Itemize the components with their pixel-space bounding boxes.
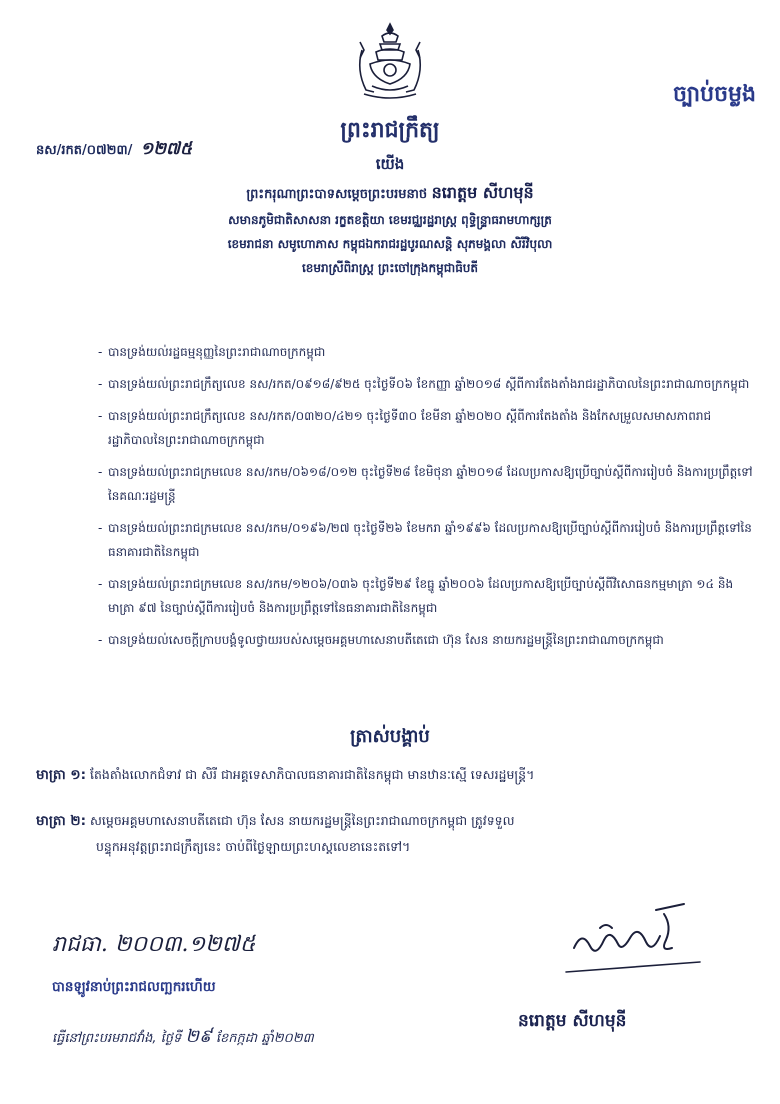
reference-handwritten: ១២៧៥ bbox=[140, 139, 193, 159]
consideration-item: - បានទ្រង់យល់ព្រះរាជក្រមលេខ នស/រកម/០៦១៨/០១២ ចុះថ្ងៃទី២៨ ខែមិថុនា ឆ្នាំ២០១៨ ដែលប្រកាសឱ្យប្រើច្បាប់ស្តីពីការរៀបចំ និងការប្រព្រឹត្តទៅនៃគណៈរដ្ឋមន្ត្រី bbox=[98, 465, 753, 503]
article-label: មាត្រា ២: bbox=[36, 813, 87, 829]
article-1 bbox=[36, 762, 756, 788]
royal-coat-of-arms-icon bbox=[352, 20, 428, 104]
royal-signature-icon bbox=[560, 900, 710, 980]
article-text-continued: បន្ទុកអនុវត្តព្រះរាជក្រឹត្យនេះ ចាប់ពីថ្ងៃឡាយព្រះហស្តលេខានេះតទៅ។ bbox=[96, 839, 411, 854]
royal-title-line-3: ខេមរាស្រីពិរាស្ត្រ ព្រះចៅក្រុងកម្ពុជាធិបតី bbox=[301, 261, 479, 275]
king-name: នរោត្តម សីហមុនី bbox=[431, 183, 534, 202]
decree-title: ព្រះរាជក្រឹត្យ bbox=[340, 118, 440, 143]
king-line bbox=[0, 182, 780, 206]
article-2 bbox=[36, 808, 756, 860]
handwritten-date: រាជធា. ២០០៣.១២៧៥ bbox=[52, 932, 256, 957]
decision-heading: ត្រាស់បង្គាប់ bbox=[350, 726, 430, 747]
article-text: សម្តេចអគ្គមហាសេនាបតីតេជោ ហ៊ុន សែន នាយករដ្ឋមន្ត្រីនៃព្រះរាជាណាចក្រកម្ពុជា ត្រូវទទួល bbox=[90, 813, 515, 828]
article-text: តែងតាំងលោកជំទាវ ជា សិរី ជាអគ្គទេសាភិបាលធនាគារជាតិនៃកម្ពុជា មានឋានៈស្មើ ទេសរដ្ឋមន្ត្រី។ bbox=[90, 767, 535, 782]
considerations-list bbox=[98, 340, 756, 660]
signer-name: នរោត្តម សីហមុនី bbox=[518, 1011, 627, 1031]
king-prefix: ព្រះករុណាព្រះបាទសម្តេចព្រះបរមនាថ bbox=[246, 187, 428, 202]
reference-prefix: នស/រកត/០៧២៣/ bbox=[36, 143, 133, 158]
consideration-item: - បានទ្រង់យល់ព្រះរាជក្រឹត្យលេខ នស/រកត/០៣២០/៤២១ ចុះថ្ងៃទី៣០ ខែមីនា ឆ្នាំ២០២០ ស្តីពីការតែងតាំង និងកែសម្រួលសមាសភាពរាជរដ្ឋាភិបាលនៃព្រះរាជាណាចក្រកម្ពុជា bbox=[98, 409, 712, 447]
place-date-prefix: ធ្វើនៅព្រះបរមរាជវាំង, ថ្ងៃទី bbox=[52, 1031, 182, 1046]
consideration-item: - បានទ្រង់យល់ព្រះរាជក្រមលេខ នស/រកម/០១៩៦/២៧ ចុះថ្ងៃទី២៦ ខែមករា ឆ្នាំ១៩៩៦ ដែលប្រកាសឱ្យប្រើច្បាប់ស្តីពីការរៀបចំ និងការប្រព្រឹត្តទៅនៃធនាគារជាតិនៃកម្ពុជា bbox=[98, 521, 752, 559]
consideration-item: - បានទ្រង់យល់ព្រះរាជក្រមលេខ នស/រកម/១២០៦/០៣៦ ចុះថ្ងៃទី២៩ ខែធ្នូ ឆ្នាំ២០០៦ ដែលប្រកាសឱ្យប្រើច្បាប់ស្តីពីវិសោធនកម្មមាត្រា ១៤ និង មាត្រា ៩៧ នៃច្បាប់ស្តីពីការរៀបចំ និងការប្រព្រឹត្តទៅនៃធនាគារជាតិនៃកម្ពុជា bbox=[98, 577, 734, 615]
article-label: មាត្រា ១: bbox=[36, 767, 87, 783]
royal-title-line-2: ខេមរាជនា សមូហោភាស កម្ពុជឯករាជរដ្ឋបូរណសន្តិ សុភមង្គលា សិរីវិបុលា bbox=[227, 237, 553, 251]
promulgation-note: បានឡូវនាប់ព្រះរាជលញ្ឆករហើយ bbox=[52, 979, 216, 995]
consideration-item: - បានទ្រង់យល់រដ្ឋធម្មនុញ្ញនៃព្រះរាជាណាចក្រកម្ពុជា bbox=[98, 345, 326, 359]
we-heading: យើង bbox=[375, 155, 405, 173]
place-date-day: ២៩ bbox=[185, 1026, 212, 1047]
consideration-item: - បានទ្រង់យល់សេចក្តីក្រាបបង្គំទូលថ្វាយរបស់សម្តេចអគ្គមហាសេនាបតីតេជោ ហ៊ុន សែន នាយករដ្ឋមន្ត្រីនៃព្រះរាជាណាចក្រកម្ពុជា bbox=[98, 633, 664, 647]
royal-title-line-1: សមានភូមិជាតិសាសនា រក្ខតខត្តិយា ខេមរជ្ឈរដ្ឋរាស្ត្រ ពុទ្ធិន្ទ្រាធរាមហាក្សត្រ bbox=[228, 213, 552, 227]
place-date-suffix: ខែកក្កដា ឆ្នាំ២០២៣ bbox=[215, 1031, 314, 1046]
certified-copy-tag: ច្បាប់ចម្លង bbox=[672, 82, 756, 107]
place-and-date bbox=[52, 1024, 314, 1051]
consideration-item: - បានទ្រង់យល់ព្រះរាជក្រឹត្យលេខ នស/រកត/០៩១៨/៩២៥ ចុះថ្ងៃទី០៦ ខែកញ្ញា ឆ្នាំ២០១៨ ស្តីពីការតែងតាំងរាជរដ្ឋាភិបាលនៃព្រះរាជាណាចក្រកម្ពុជា bbox=[98, 377, 750, 391]
